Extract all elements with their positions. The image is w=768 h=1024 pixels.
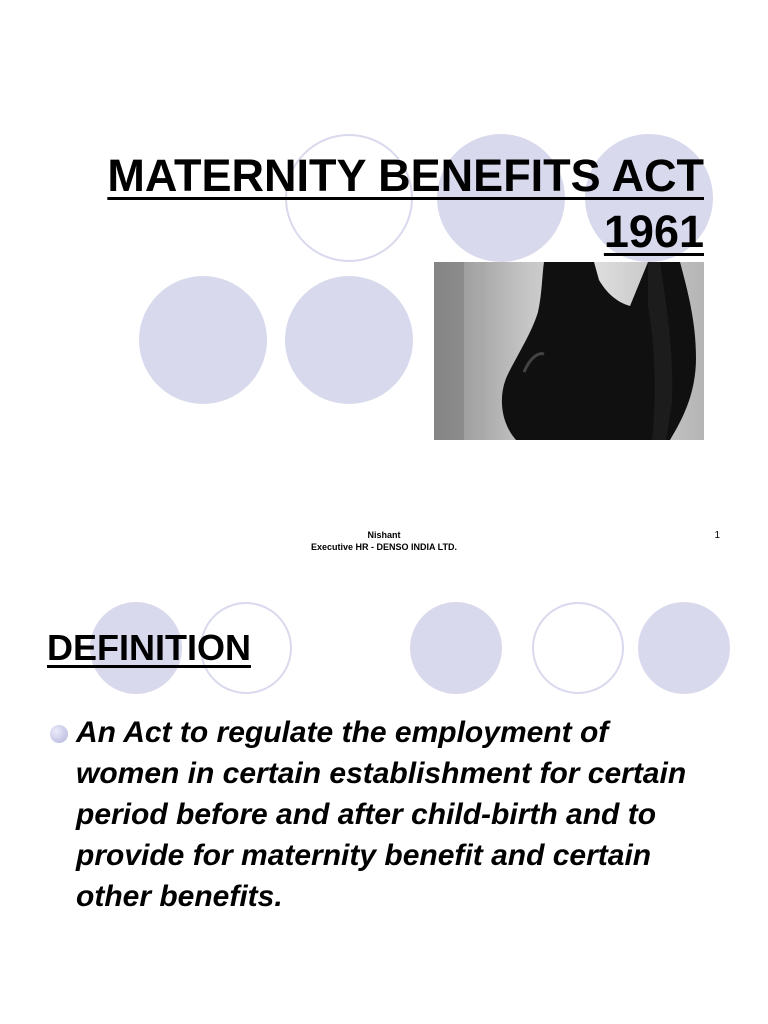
footer-role: Executive HR - DENSO INDIA LTD. [310,542,458,552]
decor-circle [410,602,502,694]
bullet-icon [50,725,68,743]
decor-circle [139,276,267,404]
decor-circle [285,276,413,404]
page-number: 1 [714,530,720,541]
definition-heading: DEFINITION [47,627,251,668]
decor-circle [532,602,624,694]
slide-title [74,148,704,260]
decor-circle [638,602,730,694]
slide-2 [0,580,768,1024]
title-line-1: MATERNITY BENEFITS ACT [107,150,704,201]
definition-text: An Act to regulate the employment of women in certain establishment for certain period before and after child-birth and to provide for maternity benefit and certain other benefits. [76,716,687,913]
title-line-2: 1961 [603,206,704,257]
pregnant-woman-photo [434,262,704,440]
footer-name: Nishant [367,530,401,540]
pregnant-woman-silhouette-icon [434,262,704,440]
